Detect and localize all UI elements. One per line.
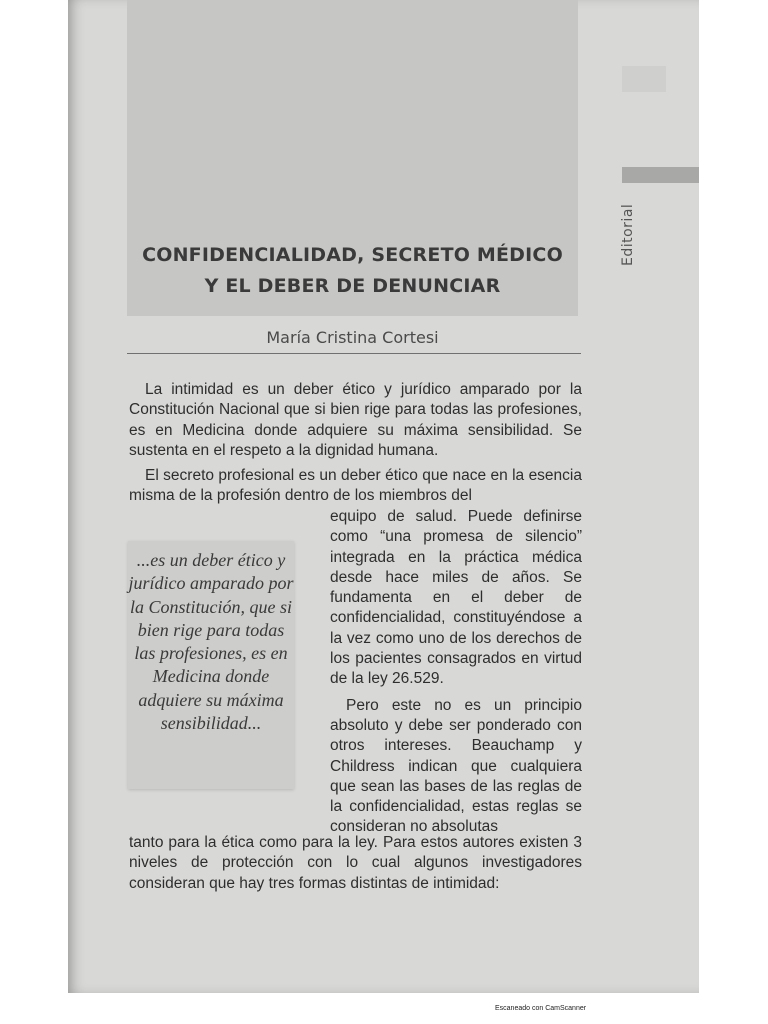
article-title: [127, 240, 578, 302]
paragraph-2-start: El secreto profesional es un deber ético que nace en la esencia misma de la profesión dentro de los miembros del: [129, 467, 582, 505]
paragraph-1: La intimidad es un deber ético y jurídico amparado por la Constitución Nacional que si bien rige para todas las profesiones, es en Medicina donde adquiere su máxima sensibilidad. Se sustenta en el respeto a la dignidad humana.: [129, 381, 582, 459]
pull-quote: [128, 541, 294, 789]
title-line-1: CONFIDENCIALIDAD, SECRETO MÉDICO: [142, 244, 563, 266]
pull-quote-text: ...es un deber ético y jurídico amparado por la Constitución, que si bien rige para todas las profesiones, es en Medicina donde adquiere su máxima sensibilidad...: [128, 550, 294, 734]
paragraph-2-column: equipo de salud. Puede definirse como “una promesa de silencio” integrada en la práctica médica desde hace miles de años. Se fundamenta en el deber de confidencialidad, constituyéndose a la vez como uno de los derechos de los pacientes consagrados en virtud de la ley 26.529.: [330, 508, 582, 688]
scanner-watermark: Escaneado con CamScanner: [495, 1005, 587, 1012]
author-divider: [127, 353, 581, 354]
body-column: [330, 507, 582, 838]
side-tab-shade: [622, 66, 666, 92]
title-line-2: Y EL DEBER DE DENUNCIAR: [204, 275, 501, 297]
side-tab-bar: [622, 167, 699, 183]
paragraph-3-end: tanto para la ética como para la ley. Para estos autores existen 3 niveles de protección con lo cual algunos investigadores consideran que hay tres formas distintas de intimidad:: [129, 834, 582, 892]
author-name: María Cristina Cortesi: [266, 328, 439, 347]
paragraph-3-column: Pero este no es un principio absoluto y debe ser ponderado con otros intereses. Beauchamp y Childress indican que cualquiera que sean las bases de las reglas de la confidencialidad, estas reglas se consideran no absolutas: [330, 696, 582, 836]
section-label: Editorial: [620, 203, 636, 266]
